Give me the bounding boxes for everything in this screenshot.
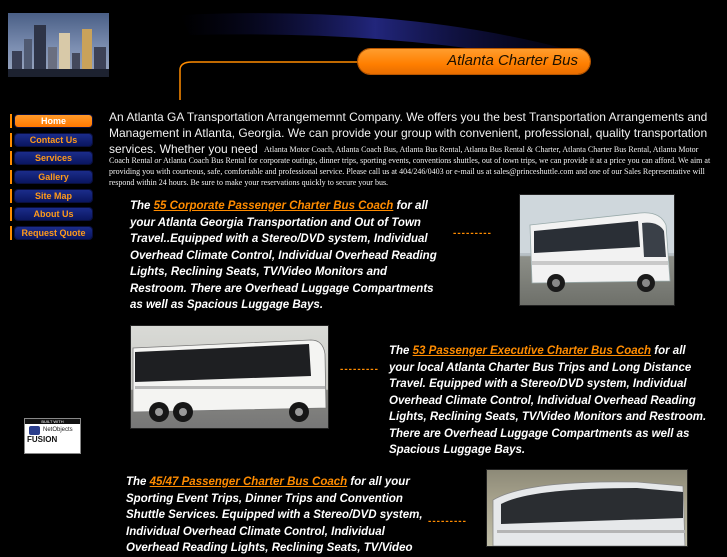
skyline-logo-image	[8, 13, 109, 77]
email-link[interactable]: sales@princeshuttle.com	[493, 167, 574, 176]
coach-55-description	[130, 198, 442, 314]
coach-45-47-text: for all your Sporting Event Trips, Dinner Trips and Convention Shuttle Services. Equipped with a Stereo/DVD system, Individual Overhead Climate Control, Individual Overhead Reading Lights, Reclining Seats, TV/Video	[126, 476, 423, 554]
nav-home[interactable]: Home	[15, 115, 92, 127]
coach-prefix: The	[126, 476, 147, 488]
netobjects-fusion-badge[interactable]	[24, 418, 81, 454]
nav-marker	[10, 151, 12, 165]
link-atlanta-bus-rental-charter[interactable]: Atlanta Bus Rental & Charter	[464, 145, 559, 154]
coach-53-link[interactable]: 53 Passenger Executive Charter Bus Coach	[412, 345, 652, 357]
coach-55-text: for all your Atlanta Georgia Transportation and Out of Town Travel..Equipped with a Stereo/DVD system, Individual Overhead Climate Control, Individual Overhead Reading Lights, Reclining Seats, TV/Video Monitors and Restroom. There are Overhead Luggage Compartments as well as Spacious Luggage Bays.	[130, 200, 437, 311]
divider-dashes: ---------	[453, 228, 492, 239]
bus-photo-45-47-passenger	[486, 469, 688, 547]
phone-link[interactable]: 404/246/0403	[399, 167, 444, 176]
link-atlanta-bus-rental[interactable]: Atlanta Bus Rental	[399, 145, 461, 154]
nav-marker	[10, 189, 12, 203]
nav-gallery[interactable]: Gallery	[15, 171, 92, 183]
nav-contact-us[interactable]: Contact Us	[15, 134, 92, 146]
or-text: or	[154, 156, 162, 165]
bus-photo-55-passenger	[519, 194, 675, 306]
link-atlanta-motor-coach-rental[interactable]: Atlanta Motor Coach Rental	[109, 145, 699, 165]
link-atlanta-coach-bus-rental[interactable]: Atlanta Coach Bus Rental	[163, 156, 247, 165]
nav-marker	[10, 226, 12, 240]
divider-dashes: ---------	[428, 516, 467, 527]
coach-45-47-description	[126, 474, 426, 557]
intro-closing: and one of our Sales Representative will respond within 24 hours. Be sure to make your reservations quickly to secure your bus.	[109, 167, 705, 187]
link-atlanta-coach-bus[interactable]: Atlanta Coach Bus	[335, 145, 396, 154]
header-banner	[358, 49, 590, 74]
nav-request-quote[interactable]: Request Quote	[15, 227, 92, 239]
badge-brand: FUSION	[27, 435, 58, 444]
nav-marker	[10, 133, 12, 147]
netobjects-logo-icon	[29, 426, 40, 435]
badge-caption: BUILT WITH	[25, 419, 80, 424]
link-atlanta-motor-coach[interactable]: Atlanta Motor Coach	[264, 145, 332, 154]
nav-about-us[interactable]: About Us	[15, 208, 92, 220]
coach-45-47-link[interactable]: 45/47 Passenger Charter Bus Coach	[149, 476, 348, 488]
coach-prefix: The	[130, 200, 151, 212]
email-prefix: or e-mail us at	[445, 167, 492, 176]
intro-lead: An Atlanta GA Transportation Arrangememnt Company. We offers you the best Transportation Arrangements and Management in Atlanta, Georgia. We can provide your group with convenient, professional, quality transportation services. Whether you need	[109, 110, 708, 156]
coach-53-text: for all your local Atlanta Charter Bus Trips and Long Distance Travel. Equipped with a Stereo/DVD system, Individual Overhead Climate Control, Individual Overhead Reading Lights, Reclining Seats, TV/Video Monitors and Restroom. There are Overhead Luggage Compartments as well as Spacious Luggage Bays.	[389, 345, 707, 456]
site-title: Atlanta Charter Bus	[447, 52, 578, 69]
nav-marker	[10, 170, 12, 184]
nav-marker	[10, 207, 12, 221]
nav-site-map[interactable]: Site Map	[15, 190, 92, 202]
intro-body: for corporate outings, dinner trips, sporting events, conventions shuttles, out of town trips, we can provide it at a price you can afford. We aim at providing you with courteous, safe, comfortable and professional service. Please call us at	[109, 156, 711, 176]
coach-53-description	[389, 343, 711, 459]
divider-dashes: ---------	[340, 364, 379, 375]
coach-prefix: The	[389, 345, 410, 357]
badge-vendor: NetObjects	[43, 427, 73, 433]
bus-photo-53-passenger	[130, 325, 329, 429]
nav-marker	[10, 114, 12, 128]
nav-services[interactable]: Services	[15, 152, 92, 164]
link-atlanta-charter-bus-rental[interactable]: Atlanta Charter Bus Rental	[562, 145, 650, 154]
coach-55-link[interactable]: 55 Corporate Passenger Charter Bus Coach	[153, 200, 394, 212]
intro-link-list: Atlanta Motor Coach, Atlanta Coach Bus, Atlanta Bus Rental, Atlanta Bus Rental & Charter, Atlanta Charter Bus Rental, Atlanta Motor Coach Rental or Atlanta Coach Bus Rental for corporate outings, dinner trips, sporting events, conventions shuttles, out of town trips, we can provide it at a price you can afford. We aim at providing you with courteous, safe, comfortable and professional service. Please call us at 404/246/0403 or e-mail us at sales@princeshuttle.com and one of our Sales Representative will respond within 24 hours. Be sure to make your reservations quickly to secure your bus.	[109, 145, 711, 187]
